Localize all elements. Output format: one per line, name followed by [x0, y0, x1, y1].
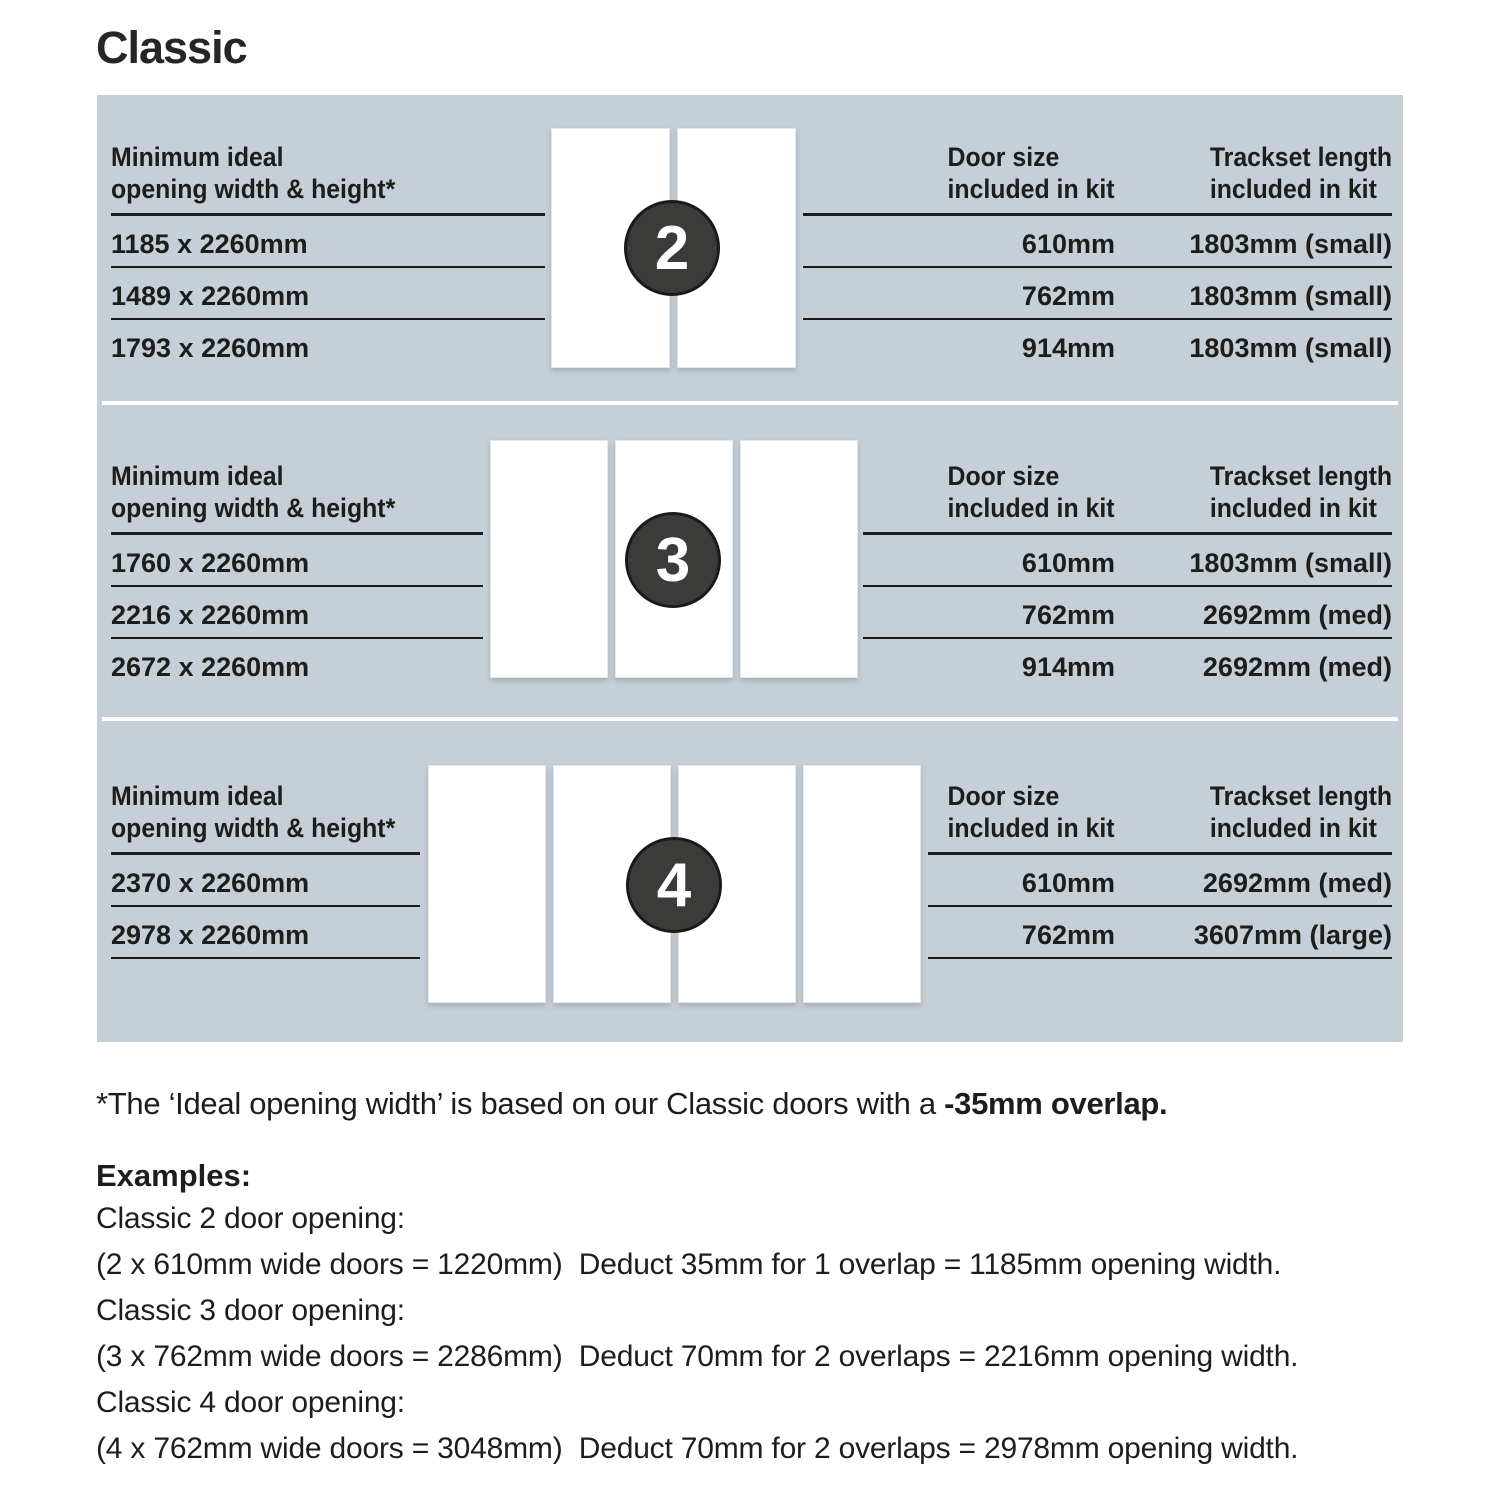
trackset-value: 3607mm (large)	[1193, 920, 1392, 950]
table-row	[803, 216, 1392, 268]
kit-columns	[863, 405, 1392, 691]
footnote-bold: -35mm overlap.	[944, 1086, 1168, 1121]
trackset-value: 2692mm (med)	[1202, 868, 1392, 898]
opening-value: 2978 x 2260mm	[111, 907, 420, 959]
trackset-value: 1803mm (small)	[1189, 229, 1392, 259]
opening-header	[111, 405, 483, 535]
trackset-header-line1: Trackset length	[1209, 781, 1392, 811]
opening-value: 1185 x 2260mm	[111, 216, 545, 268]
opening-header-text	[111, 780, 395, 844]
example-label: Classic 2 door opening:	[96, 1202, 405, 1235]
example-calc: (3 x 762mm wide doors = 2286mm) Deduct 70mm for 2 overlaps = 2216mm opening width.	[96, 1340, 1299, 1373]
opening-value: 2370 x 2260mm	[111, 855, 420, 907]
trackset-value: 2692mm (med)	[1202, 652, 1392, 682]
door-size-header-text	[948, 141, 1115, 205]
trackset-header	[1115, 780, 1392, 844]
opening-header-line1: Minimum ideal	[111, 461, 284, 491]
opening-header-text	[111, 141, 510, 205]
opening-value: 2216 x 2260mm	[111, 587, 483, 639]
opening-header-line1: Minimum ideal	[111, 781, 284, 811]
example-calc: (4 x 762mm wide doors = 3048mm) Deduct 70mm for 2 overlaps = 2978mm opening width.	[96, 1432, 1299, 1465]
trackset-header-line2: included in kit	[1209, 813, 1377, 843]
table-row	[928, 855, 1392, 907]
door-size-value: 610mm	[1021, 229, 1115, 259]
door-size-header-line1: Door size	[948, 781, 1060, 811]
trackset-header-text	[1210, 460, 1392, 524]
door-size-value: 610mm	[1021, 868, 1115, 898]
page-title: Classic	[96, 22, 247, 73]
door-size-value: 914mm	[1021, 333, 1115, 363]
door-count-badge: 4	[626, 837, 722, 933]
opening-header-line2: opening width & height*	[111, 813, 396, 843]
section-2-door	[97, 95, 1403, 401]
section-3-door	[97, 405, 1403, 717]
door-size-value: 762mm	[1021, 600, 1115, 630]
kit-columns	[803, 95, 1392, 372]
door-size-header-line2: included in kit	[948, 813, 1115, 843]
table-row	[803, 268, 1392, 320]
examples-heading: Examples:	[96, 1158, 252, 1193]
opening-value: 2672 x 2260mm	[111, 652, 310, 682]
door-size-header-line2: included in kit	[948, 174, 1115, 204]
door-size-header-line1: Door size	[948, 461, 1060, 491]
trackset-header-line2: included in kit	[1209, 174, 1377, 204]
kit-columns	[928, 721, 1392, 959]
door-size-header-text	[948, 460, 1115, 524]
opening-value: 1793 x 2260mm	[111, 333, 310, 363]
footnote-text: *The ‘Ideal opening width’ is based on our Classic doors with a	[96, 1086, 945, 1121]
kit-header-row	[803, 95, 1392, 216]
examples-list	[96, 1202, 1298, 1478]
door-size-header	[863, 460, 1115, 524]
door-size-value: 762mm	[1021, 281, 1115, 311]
door-size-header-text	[948, 780, 1115, 844]
door-size-value: 610mm	[1021, 548, 1115, 578]
door-size-header-line2: included in kit	[948, 493, 1115, 523]
opening-column	[111, 95, 545, 372]
opening-header-text	[111, 460, 453, 524]
opening-header	[111, 721, 420, 855]
kit-header-row	[863, 405, 1392, 535]
trackset-value: 1803mm (small)	[1189, 281, 1392, 311]
table-row	[863, 639, 1392, 691]
door-count-badge: 2	[624, 200, 720, 296]
door-count-badge: 3	[625, 512, 721, 608]
door-size-value: 914mm	[1021, 652, 1115, 682]
opening-header-line2: opening width & height*	[111, 493, 396, 523]
opening-value: 1489 x 2260mm	[111, 268, 545, 320]
opening-value: 1760 x 2260mm	[111, 535, 483, 587]
door-panel	[803, 765, 921, 1003]
kit-header-row	[928, 721, 1392, 855]
trackset-value: 2692mm (med)	[1202, 600, 1392, 630]
table-row	[863, 535, 1392, 587]
opening-header-line2: opening width & height*	[111, 174, 396, 204]
footnote	[96, 1086, 1167, 1122]
example-label: Classic 4 door opening:	[96, 1386, 405, 1419]
opening-column	[111, 721, 420, 959]
table-row	[863, 587, 1392, 639]
trackset-header	[1115, 460, 1392, 524]
trackset-value: 1803mm (small)	[1189, 548, 1392, 578]
door-panel	[740, 440, 858, 678]
trackset-header-text	[1210, 780, 1392, 844]
table-row	[803, 320, 1392, 372]
trackset-header	[1115, 141, 1392, 205]
trackset-header-line1: Trackset length	[1209, 142, 1392, 172]
trackset-header-text	[1210, 141, 1392, 205]
door-size-header	[803, 141, 1115, 205]
door-panel	[428, 765, 546, 1003]
door-size-header-line1: Door size	[948, 142, 1060, 172]
section-4-door	[97, 721, 1403, 1042]
opening-header	[111, 95, 545, 216]
trackset-value: 1803mm (small)	[1189, 333, 1392, 363]
door-size-header	[928, 780, 1115, 844]
door-panel	[490, 440, 608, 678]
example-calc: (2 x 610mm wide doors = 1220mm) Deduct 35mm for 1 overlap = 1185mm opening width.	[96, 1248, 1282, 1281]
opening-column	[111, 405, 483, 691]
trackset-header-line2: included in kit	[1209, 493, 1377, 523]
spec-panel	[97, 95, 1403, 1042]
opening-header-line1: Minimum ideal	[111, 142, 284, 172]
example-label: Classic 3 door opening:	[96, 1294, 405, 1327]
trackset-header-line1: Trackset length	[1209, 461, 1392, 491]
table-row	[928, 907, 1392, 959]
door-size-value: 762mm	[1021, 920, 1115, 950]
